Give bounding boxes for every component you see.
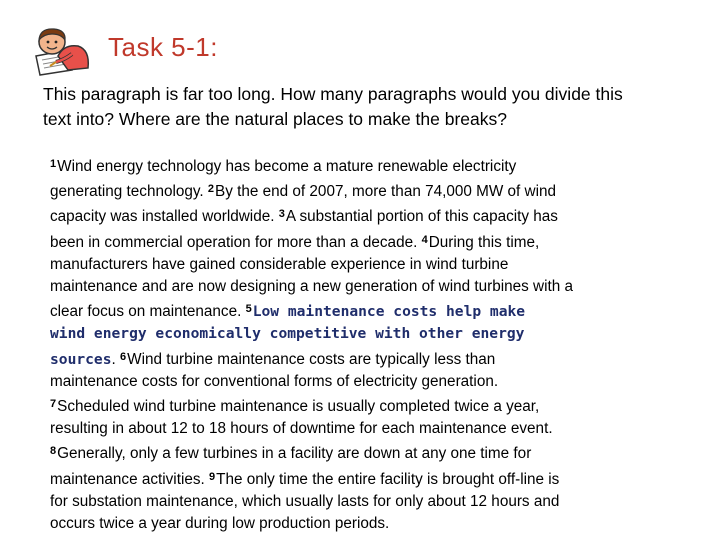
passage-text: Scheduled wind turbine maintenance is usually completed twice a year,	[57, 398, 540, 416]
passage-line	[50, 371, 675, 393]
passage-text: maintenance costs for conventional forms of electricity generation.	[50, 372, 499, 390]
sentence-number: 5	[245, 303, 252, 316]
passage-text: maintenance and are now designing a new generation of wind turbines with a	[50, 278, 573, 296]
student-writing-icon	[28, 26, 94, 76]
passage-text: Generally, only a few turbines in a facility are down at any one time for	[57, 445, 532, 463]
passage-text: During this time,	[428, 233, 540, 251]
passage-text: occurs twice a year during low production periods.	[50, 515, 390, 533]
passage-text: been in commercial operation for more than a decade.	[50, 233, 422, 251]
passage-text: Wind turbine maintenance costs are typically less than	[127, 350, 496, 368]
sentence-number: 7	[50, 398, 57, 411]
passage-line	[50, 229, 675, 254]
passage-text: generating technology.	[50, 183, 208, 201]
passage-text: By the end of 2007, more than 74,000 MW of wind	[215, 183, 557, 201]
sentence-number: 3	[278, 208, 285, 221]
passage-line	[50, 203, 675, 228]
passage-line	[50, 153, 675, 178]
passage-line	[50, 440, 675, 465]
task-instructions	[43, 82, 715, 132]
wind-energy-passage	[50, 153, 675, 535]
passage-line	[50, 418, 675, 440]
passage-text: for substation maintenance, which usually lasts for only about 12 hours and	[50, 492, 560, 510]
passage-text: capacity was installed worldwide.	[50, 208, 279, 226]
sentence-number: 6	[120, 350, 127, 363]
passage-line	[50, 254, 675, 276]
sentence-number: 8	[50, 445, 57, 458]
passage-text: A substantial portion of this capacity has	[285, 208, 558, 226]
instructions-line: text into? Where are the natural places to make the breaks?	[43, 109, 508, 129]
sentence-number: 1	[50, 158, 57, 170]
passage-line	[50, 298, 675, 323]
passage-line	[50, 178, 675, 203]
sentence-number: 2	[207, 183, 215, 196]
passage-line	[50, 393, 675, 418]
passage-line	[50, 513, 675, 535]
passage-line	[50, 276, 675, 298]
passage-text: maintenance activities.	[50, 470, 209, 488]
passage-text: clear focus on maintenance.	[50, 303, 246, 321]
passage-line	[50, 323, 675, 345]
passage-line	[50, 346, 675, 371]
slide-title: Task 5-1:	[108, 32, 218, 62]
sentence-number: 9	[209, 470, 216, 483]
passage-emphasis: sources	[50, 350, 112, 368]
instructions-line: This paragraph is far too long. How many paragraphs would you divide this	[43, 84, 623, 104]
sentence-number: 4	[421, 233, 428, 246]
passage-text: .	[111, 350, 121, 368]
passage-text: The only time the entire facility is brought off-line is	[216, 470, 560, 488]
passage-line	[50, 491, 675, 513]
passage-text: Wind energy technology has become a mature renewable electricity	[57, 158, 517, 175]
passage-emphasis: Low maintenance costs help make	[252, 303, 526, 321]
passage-line	[50, 466, 675, 491]
passage-text: resulting in about 12 to 18 hours of downtime for each maintenance event.	[50, 420, 553, 438]
passage-text: manufacturers have gained considerable experience in wind turbine	[50, 255, 509, 273]
passage-emphasis: wind energy economically competitive with other energy	[50, 325, 525, 343]
